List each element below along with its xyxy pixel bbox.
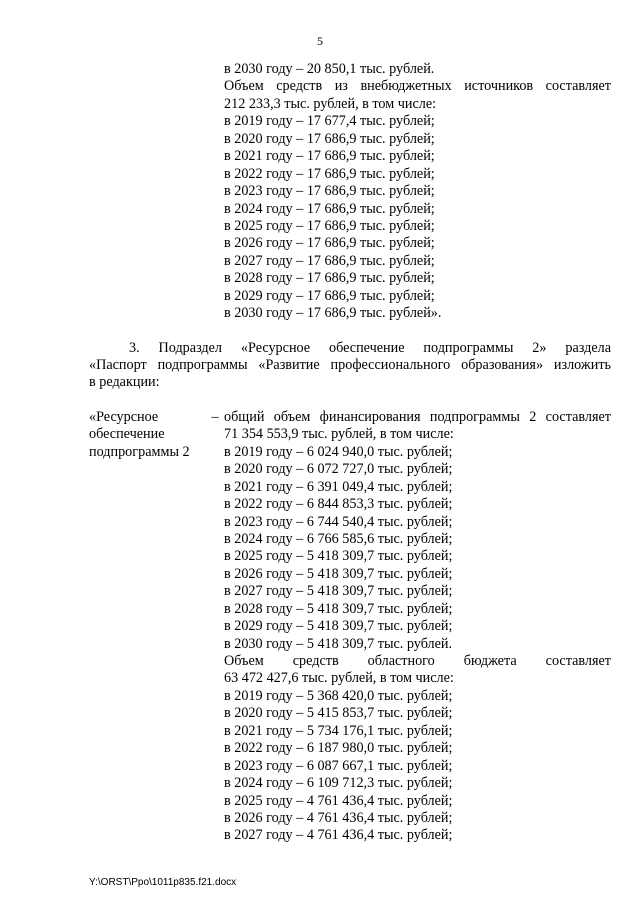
text-line: в 2030 году – 17 686,9 тыс. рублей». — [224, 305, 442, 322]
text-line: в 2026 году – 5 418 309,7 тыс. рублей; — [224, 565, 453, 582]
text-line: в 2023 году – 6 087 667,1 тыс. рублей; — [224, 757, 453, 774]
funding-continuation-block — [224, 61, 611, 323]
text-line: в 2020 году – 17 686,9 тыс. рублей; — [224, 130, 435, 147]
text-line: 71 354 553,9 тыс. рублей, в том числе: — [224, 426, 454, 443]
text-line: в 2023 году – 6 744 540,4 тыс. рублей; — [224, 513, 453, 530]
text-line: 3. Подраздел «Ресурсное обеспечение подпрограммы 2» раздела — [129, 339, 611, 356]
text-line: в 2020 году – 5 415 853,7 тыс. рублей; — [224, 705, 453, 722]
paragraph-3 — [89, 340, 611, 392]
text-line: в 2030 году – 5 418 309,7 тыс. рублей. — [224, 635, 453, 652]
text-line: в 2022 году – 6 187 980,0 тыс. рублей; — [224, 740, 453, 757]
document-body — [89, 61, 611, 845]
table-label-cell — [89, 409, 206, 845]
text-line: в 2028 году – 5 418 309,7 тыс. рублей; — [224, 600, 453, 617]
page-number: 5 — [317, 34, 323, 48]
text-line: в 2027 году – 4 761 436,4 тыс. рублей; — [224, 827, 453, 844]
text-line: в 2022 году – 6 844 853,3 тыс. рублей; — [224, 496, 453, 513]
text-line: в 2020 году – 6 072 727,0 тыс. рублей; — [224, 461, 453, 478]
text-line: в 2025 году – 5 418 309,7 тыс. рублей; — [224, 548, 453, 565]
text-line: в 2028 году – 17 686,9 тыс. рублей; — [224, 270, 435, 287]
text-line: в 2021 году – 5 734 176,1 тыс. рублей; — [224, 722, 453, 739]
label-line: обеспечение — [89, 426, 165, 443]
text-line: Объем средств областного бюджета составляет — [224, 653, 611, 669]
text-line: в 2024 году – 6 766 585,6 тыс. рублей; — [224, 530, 453, 547]
text-line: «Паспорт подпрограммы «Развитие профессионального образования» изложить — [89, 357, 611, 373]
text-line: в 2029 году – 5 418 309,7 тыс. рублей; — [224, 618, 453, 635]
text-line: в 2030 году – 20 850,1 тыс. рублей. — [224, 61, 435, 77]
text-line: в 2025 году – 4 761 436,4 тыс. рублей; — [224, 792, 453, 809]
table-dash: – — [211, 408, 219, 425]
text-line: в 2024 году – 6 109 712,3 тыс. рублей; — [224, 775, 453, 792]
text-line: 63 472 427,6 тыс. рублей, в том числе: — [224, 670, 454, 687]
text-line: в 2021 году – 17 686,9 тыс. рублей; — [224, 148, 435, 165]
file-path-footer: Y:\ORST\Ppo\1011p835.f21.docx — [89, 877, 237, 888]
text-line: 212 233,3 тыс. рублей, в том числе: — [224, 95, 437, 112]
text-line: в редакции: — [89, 374, 160, 391]
text-line: в 2025 году – 17 686,9 тыс. рублей; — [224, 217, 435, 234]
text-line: в 2022 году – 17 686,9 тыс. рублей; — [224, 165, 435, 182]
text-line: в 2023 году – 17 686,9 тыс. рублей; — [224, 183, 435, 200]
text-line: общий объем финансирования подпрограммы 2 составляет — [224, 408, 611, 425]
text-line: в 2019 году – 17 677,4 тыс. рублей; — [224, 113, 435, 130]
text-line: в 2026 году – 4 761 436,4 тыс. рублей; — [224, 809, 453, 826]
text-line: в 2019 году – 5 368 420,0 тыс. рублей; — [224, 687, 453, 704]
text-line: в 2026 году – 17 686,9 тыс. рублей; — [224, 235, 435, 252]
text-line: Объем средств из внебюджетных источников составляет — [224, 78, 611, 95]
text-line: в 2024 году – 17 686,9 тыс. рублей; — [224, 200, 435, 217]
text-line: в 2021 году – 6 391 049,4 тыс. рублей; — [224, 478, 453, 495]
table-value-cell — [224, 409, 611, 845]
label-line: подпрограммы 2 — [89, 443, 190, 460]
text-line: в 2027 году – 5 418 309,7 тыс. рублей; — [224, 583, 453, 600]
text-line: в 2027 году – 17 686,9 тыс. рублей; — [224, 252, 435, 269]
label-line: «Ресурсное — [89, 408, 159, 425]
text-line: в 2029 году – 17 686,9 тыс. рублей; — [224, 287, 435, 304]
resource-provision-table — [89, 409, 611, 845]
text-line: в 2019 году – 6 024 940,0 тыс. рублей; — [224, 443, 453, 460]
